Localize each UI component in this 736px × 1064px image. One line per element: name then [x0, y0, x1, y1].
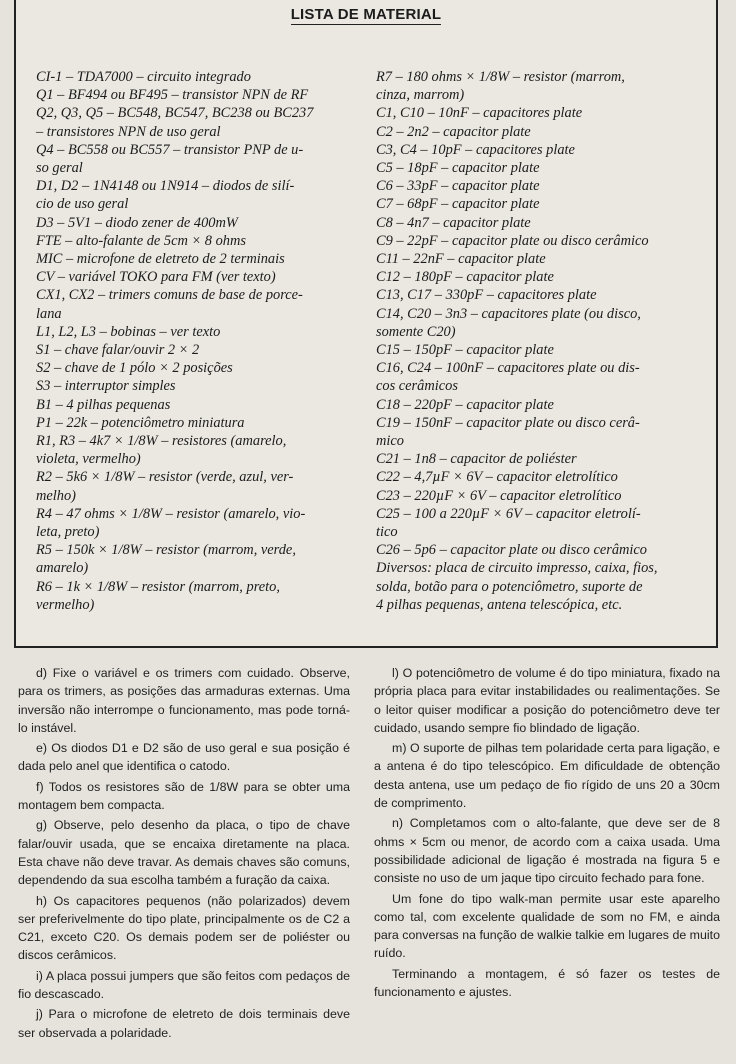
material-item: S2 – chave de 1 pólo × 2 posições	[36, 360, 233, 377]
material-item: C14, C20 – 3n3 – capacitores plate (ou disco,	[376, 305, 641, 322]
material-item: C18 – 220pF – capacitor plate	[376, 396, 554, 413]
material-item: leta, preto)	[36, 524, 100, 541]
instruction-paragraph: l) O potenciômetro de volume é do tipo miniatura, fixado na própria placa para evitar instabilidades ou realimentações. Se o leitor quiser modificar a posição do potenciômetro deve ter cuidado, usando sempre fio blindado de ligação.	[374, 666, 720, 735]
instructions-column-right	[374, 664, 720, 1003]
material-item: cinza, marrom)	[376, 87, 465, 104]
instruction-paragraph: h) Os capacitores pequenos (não polarizados) devem ser preferivelmente do tipo plate, principalmente os de C2 a C21, exceto C20. Os demais podem ser de poliéster ou discos cerâmicos.	[18, 893, 350, 963]
material-item: C16, C24 – 100nF – capacitores plate ou dis-	[376, 360, 640, 377]
material-item: Q2, Q3, Q5 – BC548, BC547, BC238 ou BC237	[36, 105, 314, 122]
material-item: amarelo)	[36, 560, 89, 577]
material-item: R5 – 150k × 1/8W – resistor (marrom, verde,	[36, 542, 296, 559]
material-item: CI-1 – TDA7000 – circuito integrado	[36, 69, 251, 85]
instruction-paragraph: g) Observe, pelo desenho da placa, o tipo de chave falar/ouvir usada, que se encaixa diretamente na placa. Esta chave não deve travar. As demais chaves são comuns, dependendo da sua escolha também a furação da caixa.	[18, 818, 350, 888]
material-item: C2 – 2n2 – capacitor plate	[376, 123, 531, 140]
material-item: D1, D2 – 1N4148 ou 1N914 – diodos de silí-	[36, 178, 295, 195]
material-item: C5 – 18pF – capacitor plate	[376, 160, 540, 177]
material-column-left	[36, 68, 372, 614]
instruction-paragraph: Terminando a montagem, é só fazer os testes de funcionamento e ajustes.	[374, 966, 720, 1000]
material-item: C21 – 1n8 – capacitor de poliéster	[376, 451, 577, 468]
material-item: C15 – 150pF – capacitor plate	[376, 342, 554, 359]
instruction-paragraph: Um fone do tipo walk-man permite usar este aparelho como tal, com excelente qualidade de som no FM, e ainda para conversas na função de walkie talkie em lugares de muito ruído.	[374, 891, 720, 961]
material-item: C9 – 22pF – capacitor plate ou disco cerâmico	[376, 232, 649, 249]
material-item: P1 – 22k – potenciômetro miniatura	[36, 414, 245, 431]
material-list-box	[14, 0, 718, 648]
material-item: melho)	[36, 487, 76, 504]
material-item: R4 – 47 ohms × 1/8W – resistor (amarelo, vio-	[36, 505, 306, 522]
material-item: Diversos: placa de circuito impresso, caixa, fios,	[376, 560, 658, 577]
material-item: FTE – alto-falante de 5cm × 8 ohms	[36, 232, 246, 249]
material-item: C13, C17 – 330pF – capacitores plate	[376, 287, 597, 304]
material-item: 4 pilhas pequenas, antena telescópica, etc.	[376, 596, 623, 613]
material-item: C12 – 180pF – capacitor plate	[376, 269, 554, 286]
material-column-right	[376, 68, 710, 614]
material-item: D3 – 5V1 – diodo zener de 400mW	[36, 214, 238, 231]
instruction-paragraph: d) Fixe o variável e os trimers com cuidado. Observe, para os trimers, as posições das armaduras externas. Uma inversão não interrompe o funcionamento, mas pode torná-lo instável.	[18, 666, 350, 735]
instruction-paragraph: i) A placa possui jumpers que são feitos com pedaços de fio descascado.	[18, 968, 350, 1002]
material-item: lana	[36, 305, 62, 322]
material-item: C19 – 150nF – capacitor plate ou disco cerâ-	[376, 414, 640, 431]
material-item: so geral	[36, 160, 83, 177]
material-item: C6 – 33pF – capacitor plate	[376, 178, 540, 195]
material-item: vermelho)	[36, 596, 95, 613]
instruction-paragraph: j) Para o microfone de eletreto de dois terminais deve ser observada a polaridade.	[18, 1007, 350, 1040]
material-item: C11 – 22nF – capacitor plate	[376, 251, 546, 268]
material-item: C25 – 100 a 220µF × 6V – capacitor eletrolí-	[376, 505, 641, 522]
material-item: CV – variável TOKO para FM (ver texto)	[36, 269, 276, 286]
material-item: MIC – microfone de eletreto de 2 terminais	[36, 251, 285, 268]
material-item: somente C20)	[376, 323, 456, 340]
material-item: C22 – 4,7µF × 6V – capacitor eletrolítico	[376, 469, 618, 486]
material-item: CX1, CX2 – trimers comuns de base de porce-	[36, 287, 303, 304]
instruction-paragraph: e) Os diodos D1 e D2 são de uso geral e sua posição é dada pelo anel que identifica o catodo.	[18, 741, 350, 774]
material-item: cio de uso geral	[36, 196, 129, 213]
material-item: R6 – 1k × 1/8W – resistor (marrom, preto,	[36, 578, 280, 595]
material-item: C7 – 68pF – capacitor plate	[376, 196, 540, 213]
material-item: Q1 – BF494 ou BF495 – transistor NPN de RF	[36, 87, 309, 104]
material-item: S1 – chave falar/ouvir 2 × 2	[36, 342, 200, 359]
material-item: C8 – 4n7 – capacitor plate	[376, 214, 531, 231]
material-item: B1 – 4 pilhas pequenas	[36, 396, 171, 413]
material-item: violeta, vermelho)	[36, 451, 141, 468]
material-item: R7 – 180 ohms × 1/8W – resistor (marrom,	[376, 69, 625, 85]
material-item: mico	[376, 433, 404, 450]
material-item: R1, R3 – 4k7 × 1/8W – resistores (amarelo,	[36, 433, 287, 450]
instruction-paragraph: f) Todos os resistores são de 1/8W para se obter uma montagem bem compacta.	[18, 779, 350, 813]
material-item: C1, C10 – 10nF – capacitores plate	[376, 105, 583, 122]
material-item: solda, botão para o potenciômetro, suporte de	[376, 578, 643, 595]
material-item: – transistores NPN de uso geral	[36, 123, 221, 140]
material-item: R2 – 5k6 × 1/8W – resistor (verde, azul, ver-	[36, 469, 294, 486]
instruction-paragraph: m) O suporte de pilhas tem polaridade certa para ligação, e a antena é do tipo telescópico. Em dificuldade de obtenção desta antena, use um pedaço de fio rígido de uns 20 a 30cm de comprimento.	[374, 741, 720, 811]
instruction-paragraph: n) Completamos com o alto-falante, que deve ser de 8 ohms × 5cm ou menor, de acordo com a caixa usada. Uma possibilidade adicional de ligação é mostrada na figura 5 e consiste no uso de um jaque tipo circuito fechado para fone.	[374, 816, 720, 886]
material-item: C3, C4 – 10pF – capacitores plate	[376, 141, 575, 158]
instructions-column-left	[18, 664, 350, 1044]
material-item: C26 – 5p6 – capacitor plate ou disco cerâmico	[376, 542, 647, 559]
material-item: Q4 – BC558 ou BC557 – transistor PNP de u-	[36, 141, 304, 158]
material-item: S3 – interruptor simples	[36, 378, 176, 395]
material-item: L1, L2, L3 – bobinas – ver texto	[36, 323, 221, 340]
material-list-title: LISTA DE MATERIAL	[290, 6, 442, 23]
material-item: tico	[376, 524, 398, 541]
material-item: C23 – 220µF × 6V – capacitor eletrolítico	[376, 487, 622, 504]
material-item: cos cerâmicos	[376, 378, 458, 395]
